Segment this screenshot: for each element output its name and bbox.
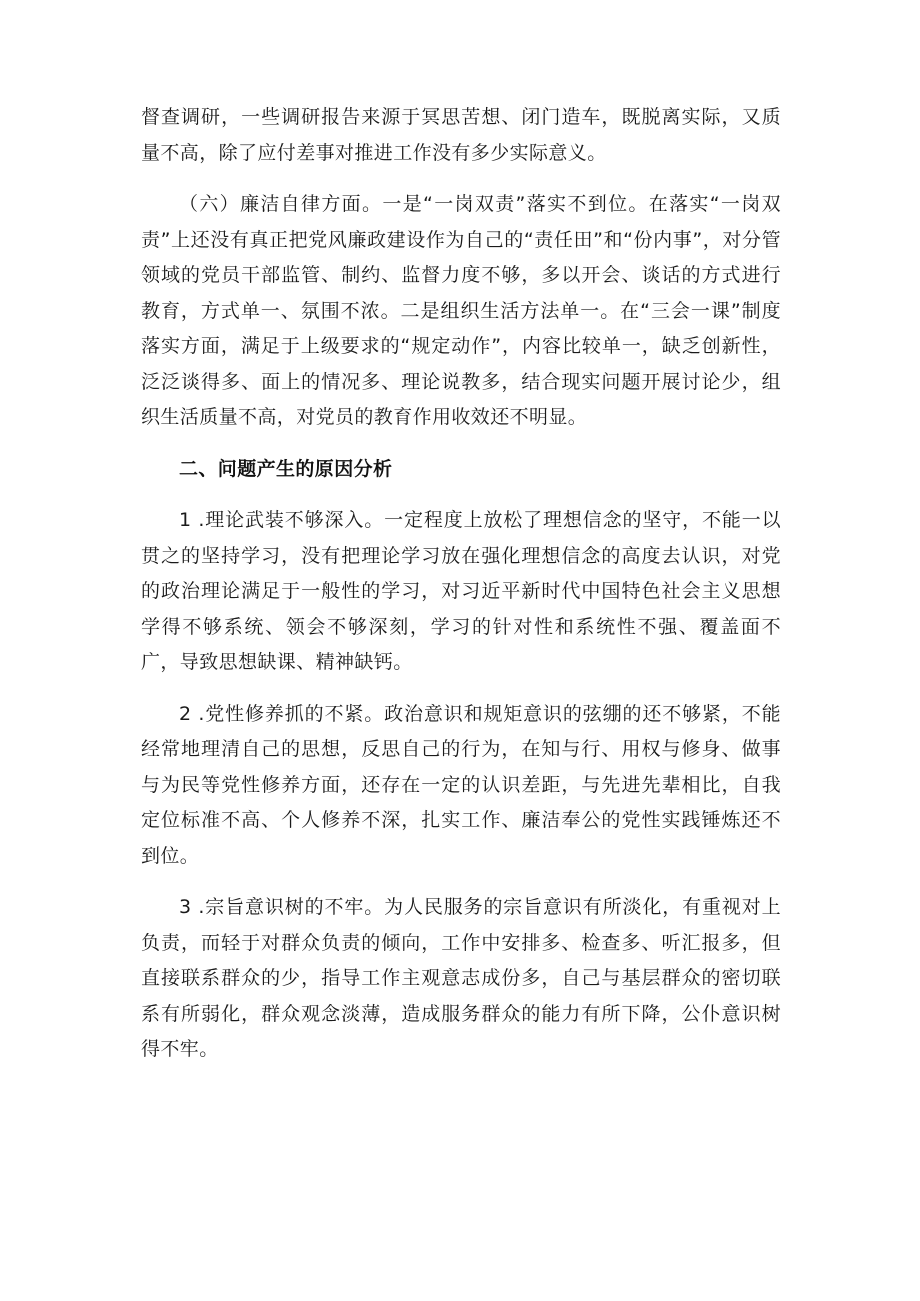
paragraph-purpose-awareness: 3 .宗旨意识树的不牢。为人民服务的宗旨意识有所淡化，有重视对上负责，而轻于对群众负责的倾向，工作中安排多、检查多、听汇报多，但直接联系群众的少，指导工作主观意志成份多，自己与基层群众的密切联系有所弱化，群众观念淡薄，造成服务群众的能力有所下降，公仆意识树得不牢。 — [141, 896, 781, 1060]
paragraph-theory-armament: 1 .理论武装不够深入。一定程度上放松了理想信念的坚守，不能一以贯之的坚持学习，没有把理论学习放在强化理想信念的高度去认识，对党的政治理论满足于一般性的学习，对习近平新时代中国特色社会主义思想学得不够系统、领会不够深刻，学习的针对性和系统性不强、覆盖面不广，导致思想缺课、精神缺钙。 — [141, 509, 781, 673]
paragraph-party-spirit: 2 .党性修养抓的不紧。政治意识和规矩意识的弦绷的还不够紧，不能经常地理清自己的思想，反思自己的行为，在知与行、用权与修身、做事与为民等党性修养方面，还存在一定的认识差距，与先进先辈相比，自我定位标准不高、个人修养不深，扎实工作、廉洁奉公的党性实践锤炼还不到位。 — [141, 702, 781, 867]
paragraph-continuation: 督查调研，一些调研报告来源于冥思苦想、闭门造车，既脱离实际，又质量不高，除了应付差事对推进工作没有多少实际意义。 — [141, 106, 781, 164]
paragraph-integrity-self-discipline: （六）廉洁自律方面。一是“一岗双责”落实不到位。在落实“一岗双责”上还没有真正把党风廉政建设作为自己的“责任田”和“份内事”，对分管领域的党员干部监管、制约、监督力度不够，多以开会、谈话的方式进行教育，方式单一、氛围不浓。二是组织生活方法单一。在“三会一课”制度落实方面，满足于上级要求的“规定动作”，内容比较单一，缺乏创新性，泛泛谈得多、面上的情况多、理论说教多，结合现实问题开展讨论少，组织生活质量不高，对党员的教育作用收效还不明显。 — [141, 193, 781, 428]
document-body — [141, 100, 781, 1084]
section-heading-cause-analysis: 二、问题产生的原因分析 — [179, 457, 393, 480]
